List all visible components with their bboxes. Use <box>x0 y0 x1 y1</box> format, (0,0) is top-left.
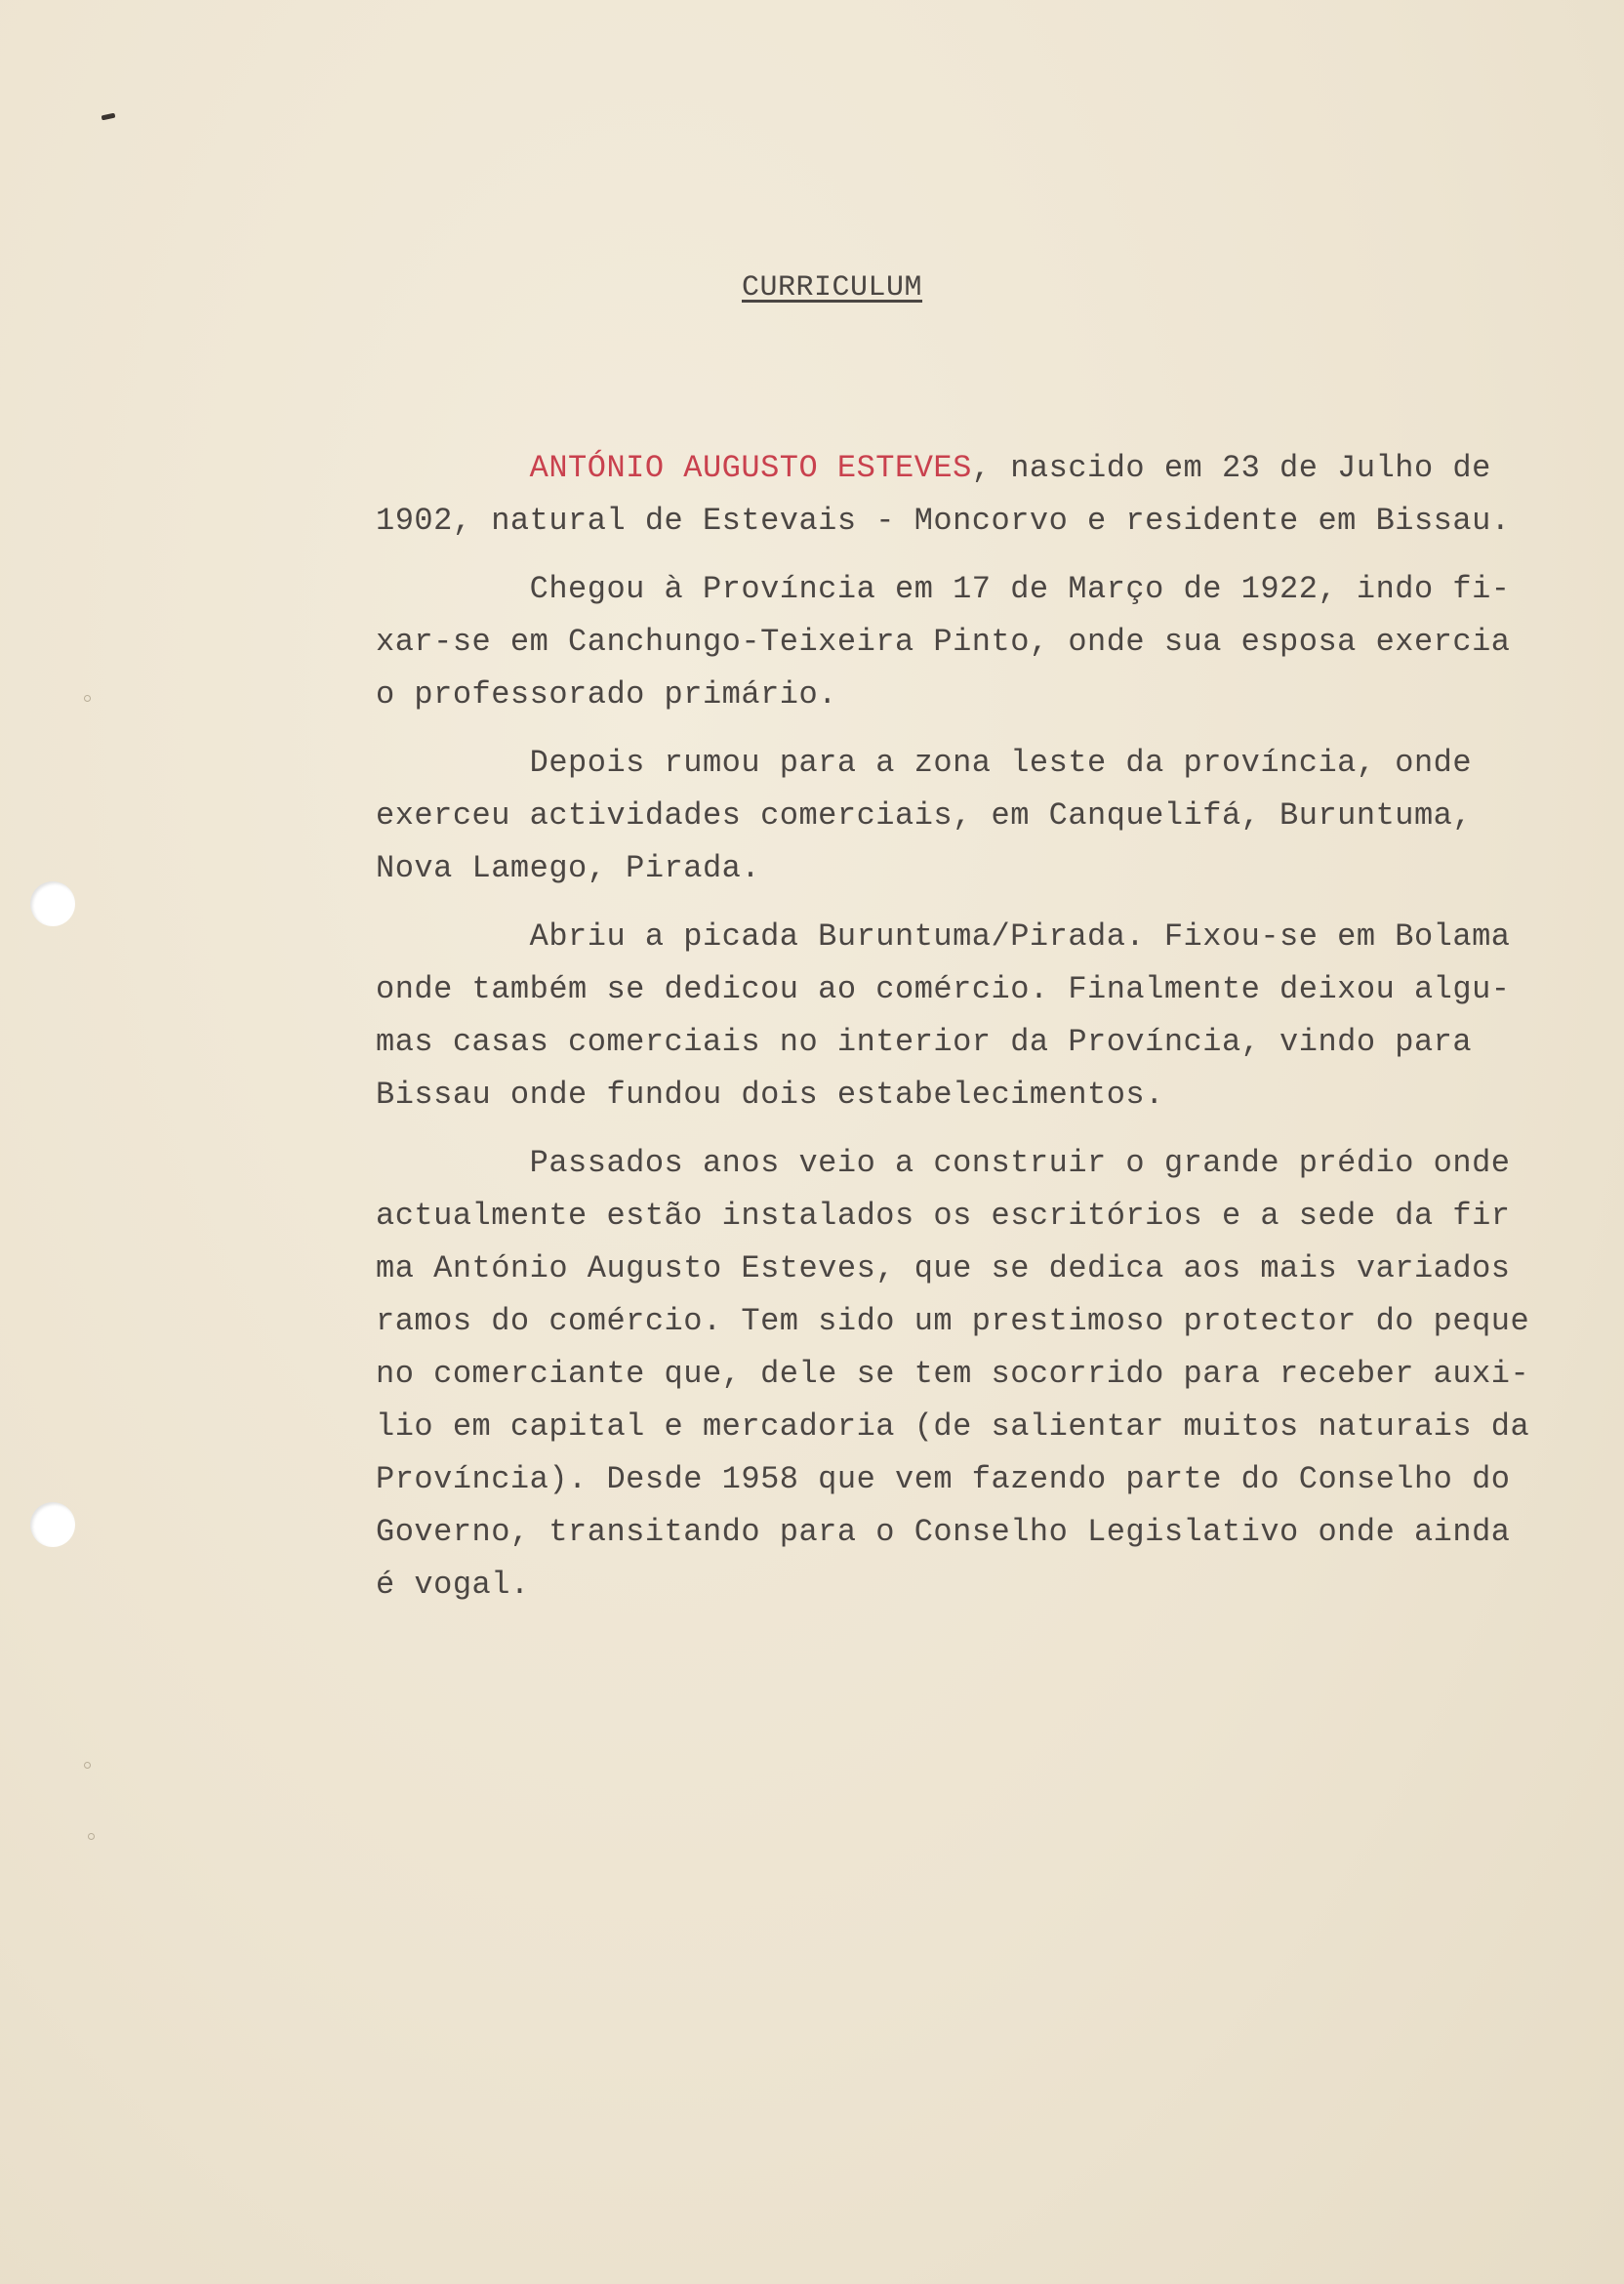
text-line: Abriu a picada Buruntuma/Pirada. Fixou-se em Bolama <box>376 918 1511 955</box>
text-line: no comerciante que, dele se tem socorrido para receber auxi- <box>376 1356 1530 1392</box>
text-line: ramos do comércio. Tem sido um prestimoso protector do peque <box>376 1303 1530 1339</box>
text-line: exerceu actividades comerciais, em Canquelifá, Buruntuma, <box>376 797 1473 834</box>
text-line-rest: , nascido em 23 de Julho de <box>971 450 1491 486</box>
punch-hole-bottom <box>30 1502 75 1547</box>
text-line <box>376 442 1491 495</box>
text-line: Chegou à Província em 17 de Março de 1922, indo fi- <box>376 571 1511 607</box>
ink-mark <box>102 113 116 121</box>
text-line: Passados anos veio a construir o grande prédio onde <box>376 1145 1511 1181</box>
text-line: xar-se em Canchungo-Teixeira Pinto, onde sua esposa exercia <box>376 624 1511 660</box>
person-name: ANTÓNIO AUGUSTO ESTEVES <box>529 450 972 486</box>
text-line: Governo, transitando para o Conselho Legislativo onde ainda <box>376 1514 1511 1550</box>
text-line: mas casas comerciais no interior da Província, vindo para <box>376 1024 1473 1060</box>
text-line: Bissau onde fundou dois estabelecimentos. <box>376 1077 1164 1113</box>
punch-hole-top <box>30 881 75 926</box>
text-line: lio em capital e mercadoria (de salientar muitos naturais da <box>376 1408 1530 1445</box>
paper-speck <box>88 1833 95 1840</box>
paper-speck <box>84 695 91 702</box>
text-line: Província). Desde 1958 que vem fazendo parte do Conselho do <box>376 1461 1511 1497</box>
text-line: é vogal. <box>376 1567 530 1603</box>
text-line: actualmente estão instalados os escritórios e a sede da fir <box>376 1198 1511 1234</box>
text-line: Depois rumou para a zona leste da província, onde <box>376 745 1473 781</box>
text-line: ma António Augusto Esteves, que se dedica aos mais variados <box>376 1250 1511 1286</box>
page-title: CURRICULUM <box>742 271 923 305</box>
text-line: 1902, natural de Estevais - Moncorvo e residente em Bissau. <box>376 503 1511 539</box>
text-line: o professorado primário. <box>376 676 837 713</box>
text-line: Nova Lamego, Pirada. <box>376 850 761 886</box>
paper-speck <box>84 1762 91 1769</box>
text-line: onde também se dedicou ao comércio. Finalmente deixou algu- <box>376 971 1511 1007</box>
